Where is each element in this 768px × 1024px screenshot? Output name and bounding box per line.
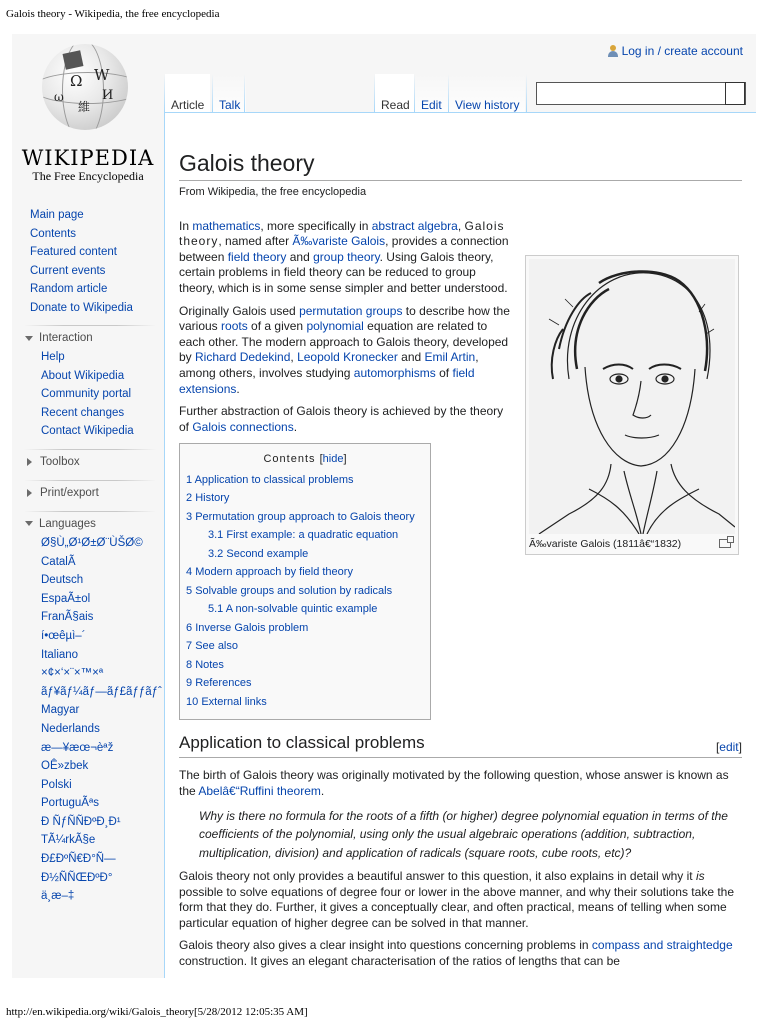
portal-interaction-toggle[interactable] [12, 328, 164, 348]
language-link-catal[interactable]: CatalÃ [41, 555, 76, 568]
toc-number: 2 [186, 492, 193, 505]
toc-text: A non-solvable quintic example [225, 603, 378, 616]
sidebar-item-contents[interactable]: Contents [30, 227, 77, 240]
toc-number: 5.1 [208, 603, 224, 616]
toc-text: Modern approach by field theory [195, 566, 353, 579]
toc-link[interactable] [208, 529, 398, 541]
toc-link[interactable] [186, 492, 229, 504]
sidebar-item-community-portal[interactable]: Community portal [41, 388, 132, 401]
search-button[interactable] [725, 82, 745, 105]
link-roots[interactable]: roots [221, 319, 248, 334]
language-link-item [12, 683, 164, 702]
toc-text: See also [195, 640, 238, 653]
link-emil-artin[interactable]: Emil Artin [424, 350, 476, 365]
language-link-item [12, 553, 164, 572]
collapse-arrow-icon [25, 521, 33, 526]
toc-item[interactable] [186, 637, 424, 656]
sidebar-item-item [12, 280, 164, 299]
link-abstract-algebra[interactable]: abstract algebra [371, 218, 458, 233]
link-polynomial[interactable]: polynomial [306, 319, 364, 334]
toc-item[interactable] [186, 674, 424, 693]
sidebar-item-item [12, 243, 164, 262]
wikipedia-logo[interactable] [12, 34, 164, 199]
sidebar-item-donate-to-wikipedia[interactable]: Donate to Wikipedia [30, 301, 133, 314]
puzzle-globe-icon: Ω W И 維 ω [42, 44, 128, 130]
sidebar-item-item [12, 404, 164, 423]
toc-text: Solvable groups and solution by radicals [195, 584, 393, 597]
section-heading: Application to classical problems [edit] [179, 732, 742, 758]
language-link-item[interactable]: ãƒ¥ãƒ¼ãƒ—ãƒ£ãƒƒãƒˆ [41, 685, 162, 698]
portal-languages [12, 511, 164, 906]
toc-item[interactable] [186, 545, 424, 564]
nav-main [12, 206, 164, 317]
toc-link[interactable] [208, 603, 377, 615]
portal-languages-toggle[interactable] [12, 514, 164, 534]
language-link-item [12, 739, 164, 758]
language-link-item[interactable]: Ø§Ù„Ø¹Ø±Ø¨ÙŠØ© [41, 536, 143, 549]
toc-link[interactable] [186, 640, 238, 652]
sidebar-item-current-events[interactable]: Current events [30, 264, 106, 277]
sidebar-item-item [12, 422, 164, 441]
toc-link[interactable] [186, 622, 308, 634]
toc-text: Second example [226, 547, 309, 560]
sidebar-item-contact-wikipedia[interactable]: Contact Wikipedia [41, 425, 134, 438]
toc-number: 3.2 [208, 547, 224, 560]
personal-tools [608, 44, 743, 58]
language-link-item [12, 757, 164, 776]
toc-number: 8 [186, 658, 193, 671]
table-of-contents [179, 443, 431, 720]
language-link-item[interactable]: í•œêµì–´ [41, 629, 86, 642]
language-link-item[interactable]: ×¢×‘×¨×™×ª [41, 667, 104, 680]
lead-paragraph-3: Further abstraction of Galois theory is achieved by the theory of Galois connections. [179, 404, 504, 434]
language-link-item [12, 571, 164, 590]
link-field-extensions[interactable]: field extensions [179, 365, 475, 396]
site-subtitle: From Wikipedia, the free encyclopedia [179, 186, 367, 198]
language-link-item [12, 776, 164, 795]
language-link-item [12, 627, 164, 646]
toc-number: 4 [186, 566, 193, 579]
section-paragraph-3: Galois theory also gives a clear insight into questions concerning problems in compass and straightedge construction. It gives an elegant characterisation of the ratios of lengths that can be [179, 938, 733, 968]
language-link-item [12, 701, 164, 720]
language-link-nederlands[interactable]: Nederlands [41, 722, 100, 735]
toc-item[interactable] [186, 619, 424, 638]
language-link-t-rk-e[interactable]: TÃ¼rkÃ§e [41, 834, 96, 847]
lead-paragraph-1: In mathematics, more specifically in abstract algebra, Galois theory, named after Ã‰variste Galois, provides a connection between field theory and group theory. Using Galois theory, certain problems in field theory can be reduced to group theory, which is in some sense simpler and better understood. [179, 218, 509, 295]
toc-link[interactable] [208, 548, 308, 560]
language-link-espa-ol[interactable]: EspaÃ±ol [41, 592, 91, 605]
portal-printexport [12, 480, 164, 503]
logo-tagline: The Free Encyclopedia [32, 169, 144, 183]
link-leopold-kronecker[interactable]: Leopold Kronecker [297, 350, 398, 365]
language-link-item [12, 664, 164, 683]
collapse-arrow-icon [25, 336, 33, 341]
quote-block: Why is there no formula for the roots of a fifth (or higher) degree polynomial equation in terms of the coefficients of the polynomial, using only the usual algebraic operations (addition, subtraction, multiplication, division) and application of radicals (square roots, cube roots, etc)? [199, 808, 728, 860]
toc-text: Inverse Galois problem [195, 621, 309, 634]
toc-item[interactable] [186, 582, 424, 601]
sidebar-item-help[interactable]: Help [41, 351, 65, 363]
language-link-portugu-s[interactable]: PortuguÃªs [41, 797, 99, 810]
portal-toolbox [12, 449, 164, 472]
toc-item[interactable] [186, 600, 424, 619]
sidebar-item-recent-changes[interactable]: Recent changes [41, 406, 125, 419]
language-link-item [12, 850, 164, 887]
toc-text: References [195, 677, 252, 690]
portal-interaction [12, 325, 164, 441]
language-link-item [12, 646, 164, 665]
language-link-item [12, 608, 164, 627]
link-evariste-galois[interactable]: Ã‰variste Galois [292, 234, 386, 249]
toc-link[interactable] [186, 585, 392, 597]
toc-hide-link[interactable]: hide [322, 453, 344, 466]
toc-item[interactable] [186, 489, 424, 508]
toc-item[interactable] [186, 508, 424, 527]
link-permutation-groups[interactable]: permutation groups [299, 303, 403, 318]
print-footer: http://en.wikipedia.org/wiki/Galois_theory[5/28/2012 12:05:35 AM] [6, 1006, 308, 1018]
link-group-theory[interactable]: group theory [313, 249, 380, 264]
section-paragraph-2: Galois theory not only provides a beautiful answer to this question, it also explains in detail why it is possible to solve equations of degree four or lower in the above manner, and why their solutions take the form that they do. Further, it gives a conceptually clear, and often practical, means of telling when some particular equation of higher degree can be solved in that manner. [179, 869, 735, 930]
link-automorphisms[interactable]: automorphisms [353, 365, 436, 380]
language-link-fran-ais[interactable]: FranÃ§ais [41, 611, 94, 624]
link-abel-ruffini-theorem[interactable]: Abelâ€“Ruffini theorem [198, 783, 321, 798]
page-title: Galois theory [179, 149, 742, 181]
bold-term: Galois theory [179, 218, 505, 249]
expand-arrow-icon [27, 458, 32, 466]
expand-arrow-icon [27, 489, 32, 497]
toc-text: Notes [195, 658, 224, 671]
language-link-item [12, 534, 164, 553]
toc-number: 1 [186, 473, 193, 486]
infobox-caption: Ã‰variste Galois (1811â€“1832) [529, 537, 735, 553]
language-link-polski[interactable]: Polski [41, 778, 72, 791]
language-link-item [12, 794, 164, 813]
toc-title: Contents [hide] [263, 453, 347, 466]
galois-portrait-image[interactable] [529, 259, 735, 534]
link-field-theory[interactable]: field theory [227, 249, 287, 264]
enlarge-icon[interactable] [719, 539, 731, 548]
sidebar-item-main-page[interactable]: Main page [30, 209, 84, 221]
lead-paragraph-2: Originally Galois used permutation groups to describe how the various roots of a given polynomial equation are related to each other. The modern approach to Galois theory, developed by Richard Dedekind, Leopold Kronecker and Emil Artin, among others, involves studying automorphisms of field extensions. [179, 303, 510, 396]
language-link-item[interactable]: Ð£ÐºÑ€Ð°Ñ—Ð½ÑÑŒÐºÐ° [41, 853, 116, 884]
toc-text: External links [201, 695, 267, 708]
language-link-item [12, 590, 164, 609]
link-mathematics[interactable]: mathematics [192, 218, 261, 233]
toc-link[interactable] [186, 696, 267, 708]
sidebar-item-item [12, 348, 164, 367]
lead-section [179, 219, 511, 436]
sidebar-item-random-article[interactable]: Random article [30, 283, 108, 295]
tab-talk[interactable]: Talk [213, 74, 246, 120]
language-link-italiano[interactable]: Italiano [41, 648, 79, 661]
language-link-item[interactable]: ä¸æ–‡ [41, 890, 75, 903]
toc-number: 10 [186, 695, 199, 708]
toc-link[interactable] [186, 474, 354, 486]
toc-number: 5 [186, 584, 193, 597]
logo-wordmark: WIKIPEDIA [21, 146, 155, 170]
portal-printexport-heading: Print/export [40, 486, 99, 499]
toc-link[interactable] [186, 566, 353, 578]
sidebar-item-item [12, 299, 164, 318]
language-link-item [12, 831, 164, 850]
link-richard-dedekind[interactable]: Richard Dedekind [195, 350, 291, 365]
search-input[interactable] [536, 82, 746, 105]
toc-text: Permutation group approach to Galois theory [195, 510, 415, 523]
toc-item[interactable] [186, 563, 424, 582]
section-paragraph-1: The birth of Galois theory was originally motivated by the following question, whose answer is known as the Abelâ€“Ruffini theorem. [179, 768, 729, 798]
sidebar-item-item [12, 367, 164, 386]
toc-text: First example: a quadratic equation [226, 529, 399, 542]
sidebar-item-item [12, 262, 164, 281]
toc-item[interactable] [186, 526, 424, 545]
tab-view-history[interactable]: View history [449, 74, 525, 120]
sidebar-item-item [12, 225, 164, 244]
toc-item[interactable] [186, 656, 424, 675]
tab-edit[interactable]: Edit [415, 74, 448, 120]
sidebar-item-about-wikipedia[interactable]: About Wikipedia [41, 369, 125, 382]
toc-link[interactable] [186, 511, 415, 523]
toc-number: 3.1 [208, 529, 224, 542]
infobox-image [525, 255, 739, 555]
toc-text: History [195, 492, 230, 505]
toc-text: Application to classical problems [194, 473, 354, 486]
language-link-item[interactable]: Ð ÑƒÑÑÐºÐ¸Ð¹ [41, 815, 121, 828]
toc-item[interactable] [186, 693, 424, 712]
sidebar-item-item [12, 385, 164, 404]
language-link-item [12, 887, 164, 906]
toc-number: 6 [186, 621, 193, 634]
print-header: Galois theory - Wikipedia, the free encyclopedia [6, 8, 220, 20]
link-galois-connections[interactable]: Galois connections [192, 419, 294, 434]
language-link-item [12, 813, 164, 832]
link-compass-and-straightedge[interactable]: compass and straightedge [591, 938, 733, 953]
sidebar [12, 206, 164, 906]
login-link[interactable]: Log in / create account [621, 44, 743, 58]
toc-number: 3 [186, 510, 193, 523]
user-icon [608, 45, 618, 57]
language-link-item [12, 720, 164, 739]
portal-printexport-toggle[interactable] [12, 483, 164, 503]
language-link-deutsch[interactable]: Deutsch [41, 574, 84, 587]
section-edit-link[interactable]: edit [719, 740, 739, 755]
article-content [164, 112, 756, 978]
toc-link[interactable] [186, 659, 224, 671]
tab-read[interactable]: Read [375, 74, 416, 120]
toc-number: 9 [186, 677, 193, 690]
tab-article[interactable]: Article [165, 74, 210, 120]
language-link-o-zbek[interactable]: OÊ»zbek [41, 760, 89, 773]
sidebar-item-item [12, 206, 164, 225]
portal-interaction-heading: Interaction [39, 332, 93, 344]
portal-toolbox-toggle[interactable] [12, 452, 164, 472]
section-edit: [edit] [715, 740, 742, 755]
browser-page [12, 34, 756, 978]
portal-toolbox-heading: Toolbox [40, 455, 80, 468]
toc-link[interactable] [186, 677, 251, 689]
language-link-magyar[interactable]: Magyar [41, 704, 80, 717]
toc-list [186, 471, 424, 712]
portal-languages-heading: Languages [39, 517, 96, 530]
language-link-item[interactable]: æ—¥æœ¬èªž [41, 741, 114, 754]
toc-number: 7 [186, 640, 193, 653]
toc-item[interactable] [186, 471, 424, 490]
sidebar-item-featured-content[interactable]: Featured content [30, 246, 117, 258]
